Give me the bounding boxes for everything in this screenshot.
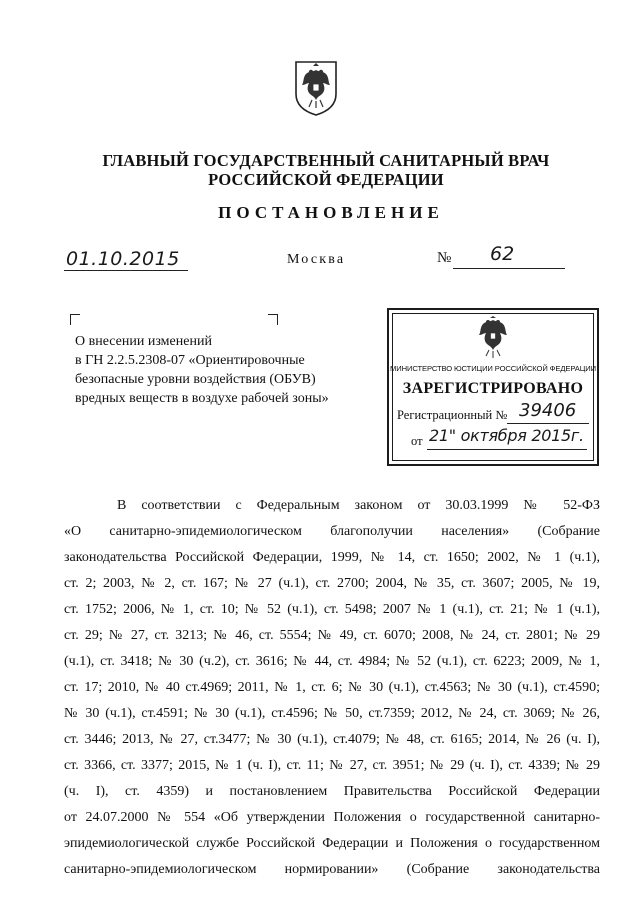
body-line: ст. 1752; 2006, № 1, ст. 10; № 52 (ч.1), ст. 5498; 2007 № 1 (ч.1), ст. 21; № 1 (ч.1), [64,602,600,617]
stamp-ministry: МИНИСТЕРСТВО ЮСТИЦИИ РОССИЙСКОЙ ФЕДЕРАЦИИ [390,364,596,373]
stamp-reg-underline [507,423,589,424]
date-underline [64,270,188,271]
body-line: от 24.07.2000 № 554 «Об утверждении Положения о государственной санитарно- [64,810,600,825]
number-underline [453,268,565,269]
issuer-title-line1: ГЛАВНЫЙ ГОСУДАРСТВЕННЫЙ САНИТАРНЫЙ ВРАЧ [102,151,550,170]
document-type: ПОСТАНОВЛЕНИЕ [218,203,444,222]
subject-line: О внесении изменений [75,334,212,349]
body-line: законодательства Российской Федерации, 1999, № 14, ст. 1650; 2002, № 1 (ч.1), [64,550,600,565]
body-line: «О санитарно-эпидемиологическом благополучии населения» (Собрание [64,524,600,539]
body-line: В соответствии с Федеральным законом от 30.03.1999 № 52-ФЗ [117,498,600,513]
registration-stamp [387,308,599,466]
body-line: ст. 3366, ст. 3377; 2015, № 1 (ч. I), ст. 11; № 27, ст. 3951; № 29 (ч. I), ст. 4339; № 29 [64,758,600,773]
subject-block [75,332,375,408]
body-text [64,493,600,883]
body-line: (ч.1), ст. 3418; № 30 (ч.2), ст. 3616; № 44, ст. 4984; № 52 (ч.1), ст. 6223; 2009, № 1, [64,654,600,669]
stamp-reg-date: 21" октября 2015г. [429,426,584,445]
body-line: ст. 17; 2010, № 40 ст.4969; 2011, № 1, ст. 6; № 30 (ч.1), ст.4563; № 30 (ч.1), ст.4590; [64,680,600,695]
stamp-reg-number: 39406 [519,400,577,421]
body-line: № 30 (ч.1), ст.4591; № 30 (ч.1), ст.4596; № 50, ст.7359; 2012, № 24, ст. 3069; № 26, [64,706,600,721]
stamp-from-label: от [411,434,423,448]
number-label: № [437,250,452,266]
subject-line: в ГН 2.2.5.2308-07 «Ориентировочные [75,353,305,368]
subject-bracket-right [268,314,278,325]
subject-bracket-left [70,314,80,325]
stamp-date-underline [427,449,587,450]
subject-line: безопасные уровни воздействия (ОБУВ) [75,372,316,387]
subject-line: вредных веществ в воздухе рабочей зоны» [75,391,329,406]
document-date: 01.10.2015 [66,248,180,270]
body-line: эпидемиологической службе Российской Федерации и Положения о государственном [64,836,600,851]
city: Москва [287,252,346,267]
document-number: 62 [490,243,515,265]
stamp-reg-label: Регистрационный № [397,408,508,422]
body-line: (ч. I), ст. 4359) и постановлением Правительства Российской Федерации [64,784,600,799]
body-line: санитарно-эпидемиологическом нормировании» (Собрание законодательства [64,862,600,877]
coat-of-arms-emblem [292,60,340,116]
issuer-title-line2: РОССИЙСКОЙ ФЕДЕРАЦИИ [208,170,444,189]
body-line: ст. 2; 2003, № 2, ст. 167; № 27 (ч.1), ст. 2700; 2004, № 35, ст. 3607; 2005, № 19, [64,576,600,591]
body-line: ст. 3446; 2013, № 27, ст.3477; № 30 (ч.1), ст.4079; № 48, ст. 6165; 2014, № 26 (ч. I), [64,732,600,747]
stamp-emblem-icon [475,316,511,360]
stamp-status: ЗАРЕГИСТРИРОВАНО [402,380,584,397]
body-line: ст. 29; № 27, ст. 3213; № 46, ст. 5554; № 49, ст. 6070; 2008, № 24, ст. 2801; № 29 [64,628,600,643]
